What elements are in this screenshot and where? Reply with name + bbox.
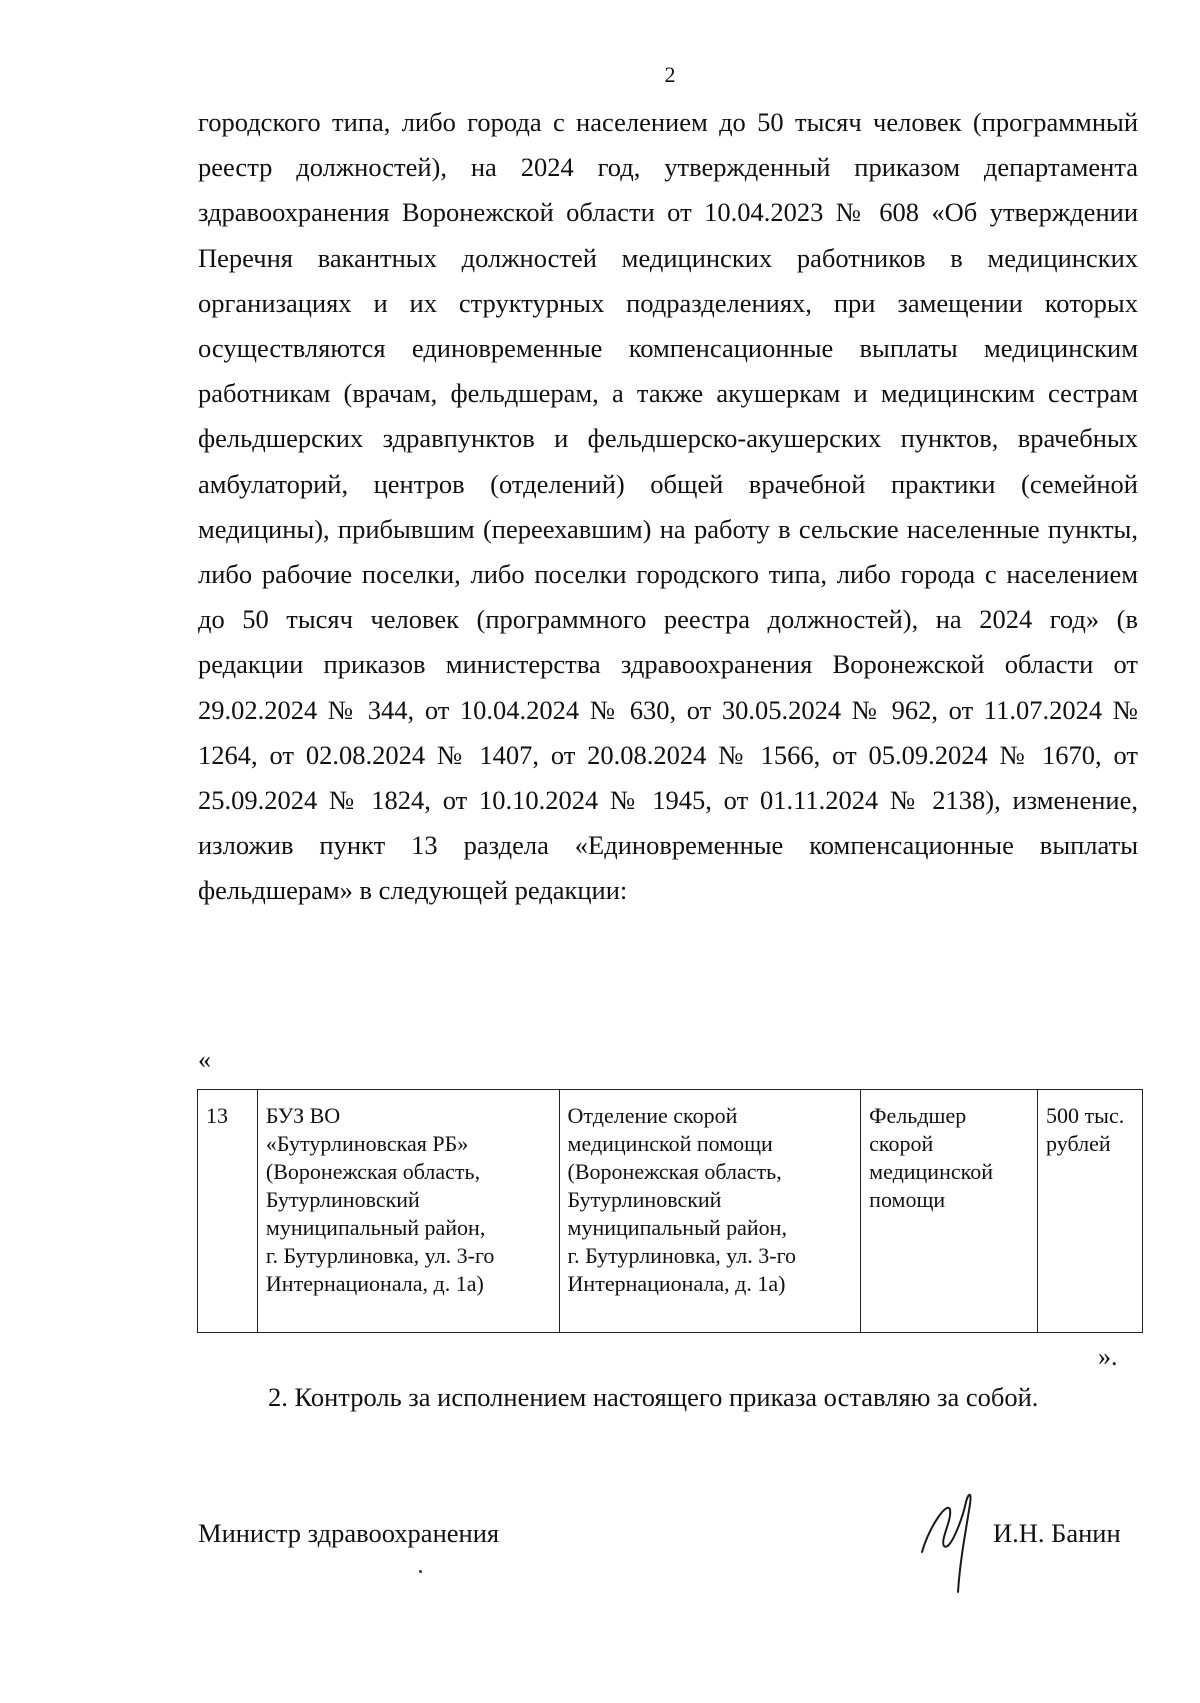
page-number: 2 (664, 62, 676, 87)
amount-cell (1038, 1090, 1143, 1333)
opening-quote-mark: « (198, 1045, 211, 1074)
paragraph-2: 2. Контроль за исполнением настоящего приказа оставляю за собой. (268, 1382, 1039, 1412)
row-number: 13 (206, 1103, 228, 1128)
position-text: Фельдшер скорой медицинской помощи (869, 1103, 993, 1212)
signatory-title: Министр здравоохранения (198, 1518, 500, 1548)
handwritten-signature (900, 1480, 1000, 1600)
row-number-cell (198, 1090, 258, 1333)
organization-text: БУЗ ВО «Бутурлиновская РБ» (Воронежская область, Бутурлиновский муниципальный район, г. Бутурлиновка, ул. 3-го Интернационала, д. 1а) (265, 1103, 495, 1296)
stray-mark (419, 1570, 422, 1573)
closing-quote-mark: ». (1098, 1342, 1118, 1371)
table-row (198, 1090, 1143, 1333)
amendment-table (197, 1089, 1143, 1333)
organization-cell (257, 1090, 559, 1333)
body-paragraph: городского типа, либо города с населением до 50 тысяч человек (программный реестр должностей), на 2024 год, утвержденный приказом департамента здравоохранения Воронежской области от 10.04.2023 № 608 «Об утверждении Перечня вакантных должностей медицинских работников в медицинских организациях и их структурных подразделениях, при замещении которых осуществляются единовременные компенсационные выплаты медицинским работникам (врачам, фельдшерам, а также акушеркам и медицинским сестрам фельдшерских здравпунктов и фельдшерско-акушерских пунктов, врачебных амбулаторий, центров (отделений) общей врачебной практики (семейной медицины), прибывшим (переехавшим) на работу в сельские населенные пункты, либо рабочие поселки, либо поселки городского типа, либо города с населением до 50 тысяч человек (программного реестра должностей), на 2024 год» (в редакции приказов министерства здравоохранения Воронежской области от 29.02.2024 № 344, от 10.04.2024 № 630, от 30.05.2024 № 962, от 11.07.2024 № 1264, от 02.08.2024 № 1407, от 20.08.2024 № 1566, от 05.09.2024 № 1670, от 25.09.2024 № 1824, от 10.10.2024 № 1945, от 01.11.2024 № 2138), изменение, изложив пункт 13 раздела «Единовременные компенсационные выплаты фельдшерам» в следующей редакции: (198, 107, 1138, 906)
department-cell (559, 1090, 861, 1333)
position-cell (861, 1090, 1038, 1333)
signatory-name: И.Н. Банин (993, 1518, 1121, 1548)
amount-text: 500 тыс. рублей (1046, 1103, 1125, 1156)
department-text: Отделение скорой медицинской помощи (Воронежская область, Бутурлиновский муниципальный район, г. Бутурлиновка, ул. 3-го Интернационала, д. 1а) (567, 1103, 797, 1296)
